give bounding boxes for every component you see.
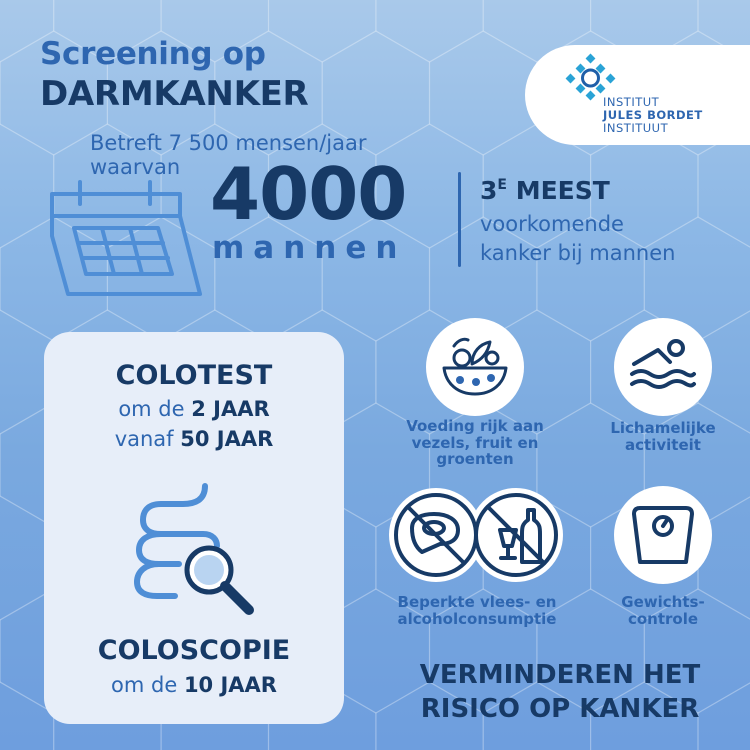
page-title-line2: DARMKANKER [40, 74, 309, 114]
rank-number: 3 [480, 176, 498, 205]
tip-activity-label [580, 420, 746, 453]
coloscopie-frequency [44, 673, 344, 697]
coloscopie-title: COLOSCOPIE [97, 635, 291, 666]
calendar-icon [40, 176, 210, 304]
big-number-4000: 4000 [210, 152, 407, 236]
tip-nutrition-line1: Voeding rijk aan [406, 417, 544, 435]
rank-line3: kanker bij mannen [480, 241, 676, 265]
colotest-age-value: 50 JAAR [180, 427, 274, 451]
tip-weight-label [590, 594, 736, 627]
rank-line2: voorkomende [480, 212, 624, 236]
rank-suffix: E [497, 177, 507, 193]
coloscopie-frequency-value: 10 JAAR [183, 673, 277, 697]
tip-activity-line1: Lichamelijke [610, 419, 716, 437]
risk-title-line2: RISICO OP KANKER [420, 694, 700, 724]
colotest-title: COLOTEST [115, 360, 273, 391]
tip-activity-line2: activiteit [625, 435, 701, 454]
logo-text-institut: INSTITUT [603, 95, 660, 109]
page-title-line1: Screening op [40, 36, 266, 72]
colotest-frequency-prefix: om de [118, 397, 192, 421]
scale-icon [624, 496, 702, 574]
tip-nutrition-line3: groenten [436, 450, 514, 468]
tip-weight-line2: controle [627, 609, 699, 628]
intestine-magnifier-icon [125, 478, 265, 618]
tip-consumption-label [374, 594, 580, 627]
coloscopie-frequency-prefix: om de [111, 673, 184, 697]
risk-title-line1: VERMINDEREN HET [419, 660, 701, 690]
rank-heading [480, 176, 610, 205]
rank-word: MEEST [515, 176, 610, 205]
big-number-unit: mannen [212, 230, 407, 266]
logo-text-instituut: INSTITUUT [603, 121, 669, 135]
colotest-age [44, 427, 344, 451]
no-meat-alcohol-icon [388, 486, 566, 584]
stat-divider [458, 172, 461, 267]
tip-weight-line1: Gewichts- [621, 593, 705, 611]
logo-text-jules-bordet: JULES BORDET [603, 108, 703, 122]
salad-bowl-icon [436, 328, 514, 406]
tip-nutrition-label [380, 418, 570, 468]
swimmer-icon [624, 328, 702, 406]
stat-line2: waarvan [90, 155, 181, 179]
tip-consumption-line1: Beperkte vlees- en [397, 593, 557, 611]
tip-consumption-line2: alcoholconsumptie [397, 609, 557, 628]
tip-nutrition-line2: vezels, fruit en [411, 433, 539, 452]
colotest-frequency [44, 397, 344, 421]
stat-line1: Betreft 7 500 mensen/jaar [90, 131, 367, 155]
colotest-age-prefix: vanaf [114, 427, 181, 451]
colotest-frequency-value: 2 JAAR [191, 397, 270, 421]
